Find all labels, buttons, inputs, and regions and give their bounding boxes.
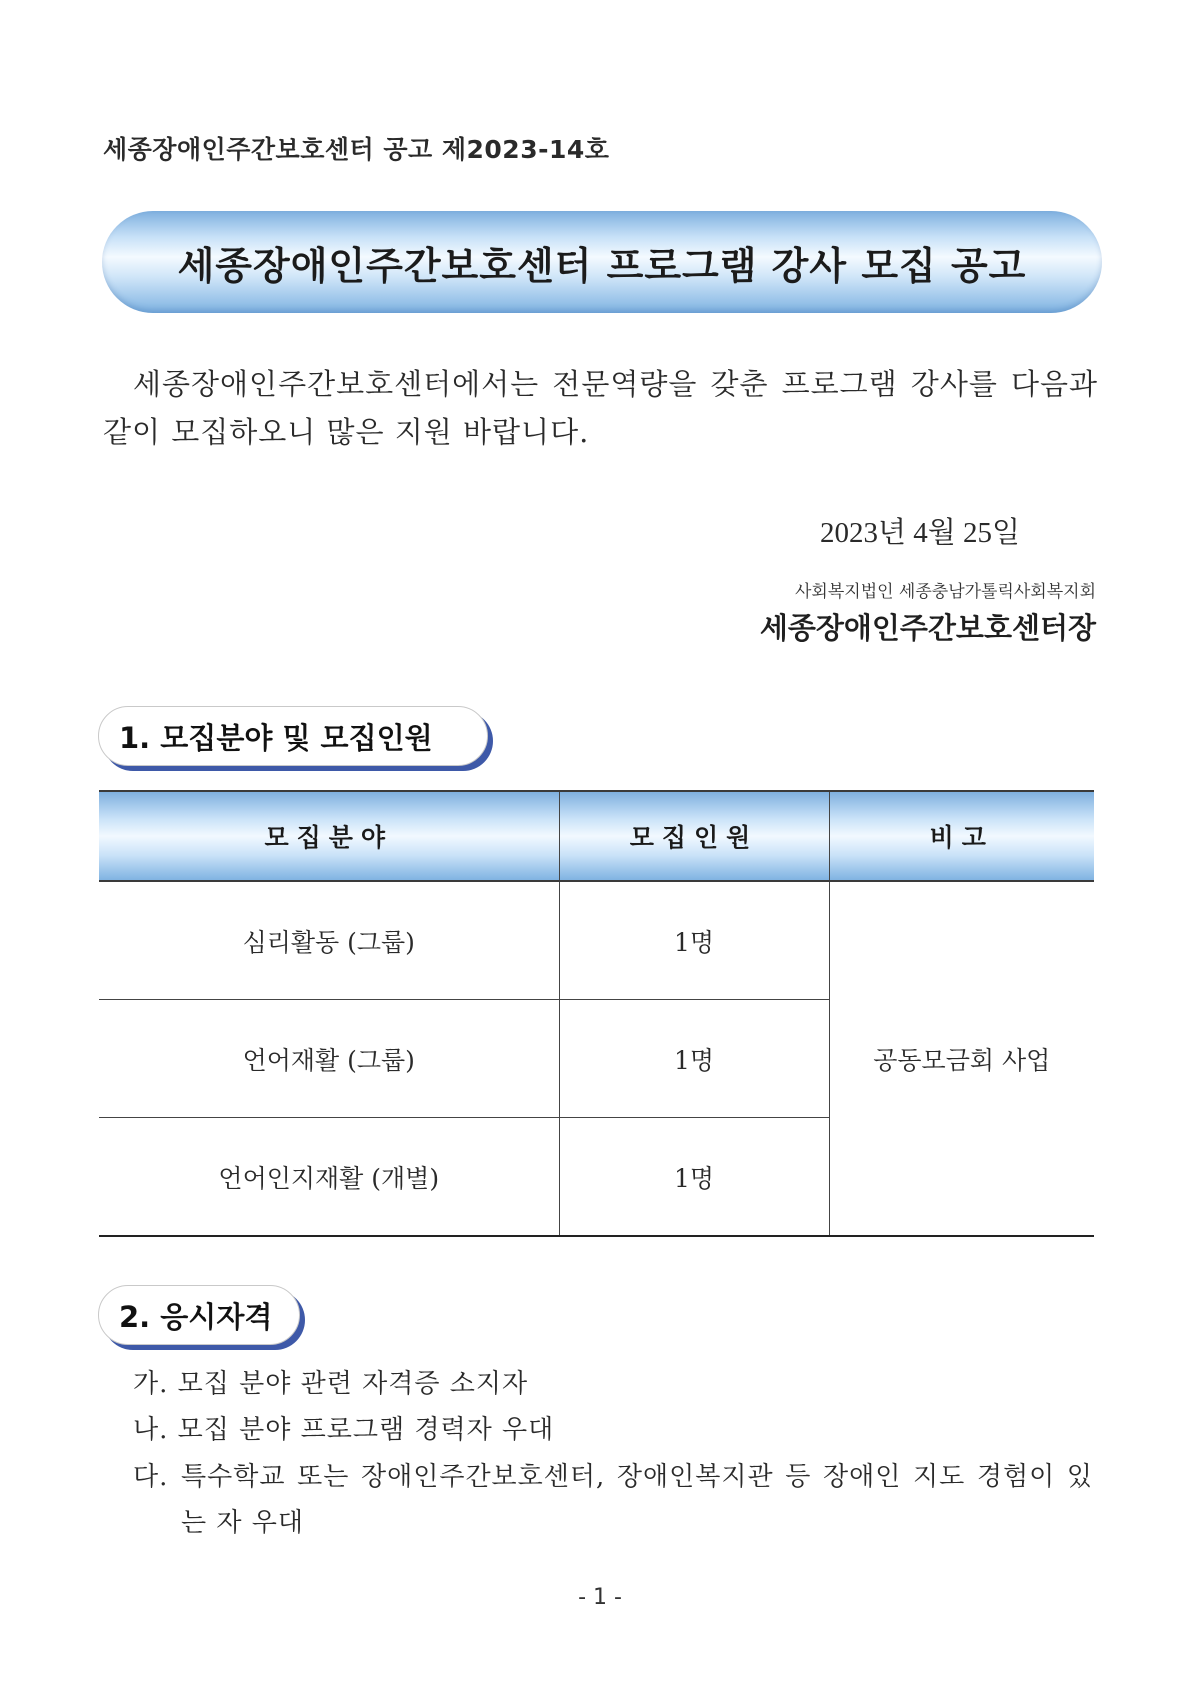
item-text: 모집 분야 관련 자격증 소지자 [177,1369,529,1399]
count-cell: 1명 [559,1118,829,1237]
item-label: 다. [133,1462,169,1492]
item-label: 나. [133,1415,169,1445]
note-cell: 공동모금회 사업 [829,881,1094,1236]
column-header-note: 비고 [829,791,1094,881]
field-cell: 심리활동 (그룹) [99,881,559,1000]
parent-organization: 사회복지법인 세종충남가톨릭사회복지회 [795,582,1096,602]
document-title: 세종장애인주간보호센터 프로그램 강사 모집 공고 [177,243,1027,288]
column-header-field: 모집분야 [99,791,559,881]
page-number: - 1 - [578,1585,622,1610]
intro-paragraph: 세종장애인주간보호센터에서는 전문역량을 갖춘 프로그램 강사를 다음과 같이 모집하오니 많은 지원 바랍니다. [103,367,1098,449]
section-heading-recruitment: 1. 모집분야 및 모집인원 [98,706,488,766]
field-cell: 언어재활 (그룹) [99,1000,559,1118]
notice-number: 세종장애인주간보호센터 공고 제2023-14호 [103,135,610,164]
title-banner [102,211,1102,313]
qualification-item [133,1407,1093,1453]
qualification-item [133,1361,1093,1407]
table-row [99,881,1094,1000]
center-director: 세종장애인주간보호센터장 [759,611,1096,645]
qualification-item [133,1454,1093,1546]
announcement-date: 2023년 4월 25일 [820,517,1021,549]
section-heading-qualifications: 2. 응시자격 [98,1285,300,1345]
item-text: 특수학교 또는 장애인주간보호센터, 장애인복지관 등 장애인 지도 경험이 있는 자 우대 [181,1462,1093,1538]
table-header-row [99,791,1094,881]
item-label: 가. [133,1369,169,1399]
count-cell: 1명 [559,1000,829,1118]
item-text: 모집 분야 프로그램 경력자 우대 [177,1415,555,1445]
count-cell: 1명 [559,881,829,1000]
column-header-count: 모집인원 [559,791,829,881]
recruitment-table [99,790,1094,1237]
field-cell: 언어인지재활 (개별) [99,1118,559,1237]
